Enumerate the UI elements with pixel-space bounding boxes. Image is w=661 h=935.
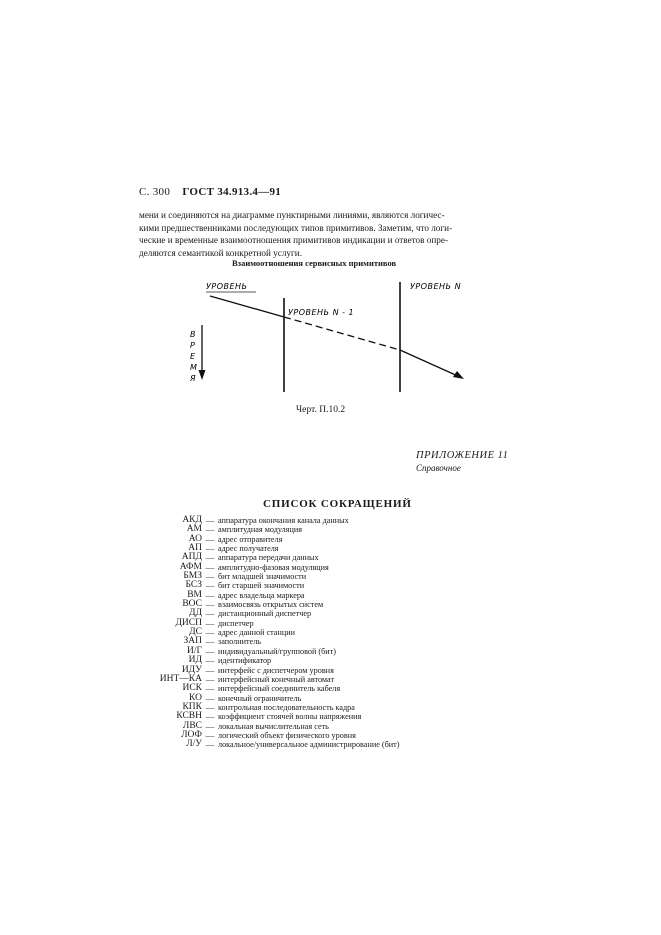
abbreviation: КСВН <box>176 711 202 722</box>
abbreviation-row <box>130 628 399 637</box>
abbreviation-dash: — <box>205 524 215 535</box>
abbreviation-definition: индивидуальный/групповой (бит) <box>218 646 336 656</box>
abbreviation-definition: интерфейсный соединитель кабеля <box>218 684 341 694</box>
abbreviation-definition: взаимосвязь открытых систем <box>218 600 324 610</box>
page-header <box>139 186 281 198</box>
abbreviation-dash: — <box>205 673 215 684</box>
abbreviation-dash: — <box>205 711 215 722</box>
abbreviation-definition: локальная вычислительная сеть <box>218 721 329 731</box>
appendix-title: ПРИЛОЖЕНИЕ 11 <box>416 450 509 461</box>
abbreviation: ИСК <box>182 683 202 694</box>
abbreviation-definition: интерфейсный конечный автомат <box>218 674 335 684</box>
abbreviation-definition: бит младшей значимости <box>218 572 307 582</box>
label-level-n-minus-1: УРОВЕНЬ N - 1 <box>288 308 355 317</box>
abbreviation-row <box>130 647 399 656</box>
abbreviation-row <box>130 544 399 553</box>
abbreviation-definition: адрес владельца маркера <box>218 590 305 600</box>
abbreviation: ИД <box>188 655 202 666</box>
abbreviation-row <box>130 516 399 525</box>
primitive-arrow-solid <box>210 296 284 317</box>
abbreviation-definition: диспетчер <box>218 618 254 628</box>
abbreviation-row <box>130 703 399 712</box>
paragraph-line: мени и соединяются на диаграмме пунктирными линиями, являются логичес- <box>139 210 445 220</box>
abbreviation-row <box>130 712 399 721</box>
abbreviation-row <box>130 740 399 749</box>
arrowhead-icon <box>453 371 464 379</box>
label-level-n: УРОВЕНЬ N <box>410 282 462 291</box>
time-letter: М <box>190 363 198 372</box>
abbreviation-dash: — <box>205 645 215 656</box>
abbreviation-row <box>130 591 399 600</box>
abbreviation-dash: — <box>205 729 215 740</box>
abbreviation-dash: — <box>205 515 215 525</box>
abbreviation-definition: коэффициент стоячей волны напряжения <box>218 712 362 722</box>
abbreviation-dash: — <box>205 683 215 694</box>
abbreviation-definition: локальное/универсальное администрирование (бит) <box>218 740 400 750</box>
abbreviation-dash: — <box>205 720 215 731</box>
abbreviation-row <box>130 637 399 646</box>
abbreviation-dash: — <box>205 589 215 600</box>
abbreviation-definition: амплитудно-фазовая модуляция <box>218 562 329 572</box>
abbreviation: И/Г <box>187 645 202 656</box>
paragraph-line: ческие и временные взаимоотношения примитивов индикации и ответов опре- <box>139 235 449 245</box>
abbreviation-row <box>130 731 399 740</box>
abbreviation: ДИСП <box>175 617 202 628</box>
abbreviation-dash: — <box>205 664 215 675</box>
abbreviation-dash: — <box>205 692 215 703</box>
abbreviation: ДС <box>189 627 202 638</box>
abbreviation-row <box>130 535 399 544</box>
abbreviation-definition: аппаратура окончания канала данных <box>218 516 349 525</box>
abbreviation-row <box>130 694 399 703</box>
paragraph-line: деляются семантикой конкретной услуги. <box>139 247 302 258</box>
abbreviation-row <box>130 553 399 562</box>
abbreviation: АПД <box>181 552 202 563</box>
abbreviation-row <box>130 609 399 618</box>
list-title: СПИСОК СОКРАЩЕНИЙ <box>263 498 412 510</box>
abbreviation-definition: амплитудная модуляция <box>218 525 303 535</box>
abbreviation-definition: конечный ограничитель <box>218 693 302 703</box>
abbreviation-dash: — <box>205 655 215 666</box>
abbreviation-row <box>130 572 399 581</box>
abbreviation: АМ <box>186 524 202 535</box>
abbreviation-row <box>130 563 399 572</box>
abbreviation-dash: — <box>205 543 215 554</box>
abbreviation-dash: — <box>205 552 215 563</box>
abbreviation-row <box>130 656 399 665</box>
abbreviation: АФМ <box>179 561 202 572</box>
abbreviation-dash: — <box>205 617 215 628</box>
body-paragraph <box>139 209 511 259</box>
abbreviation: ИНТ—КА <box>159 673 202 684</box>
figure-caption: Черт. П.10.2 <box>296 405 346 415</box>
abbreviation-dash: — <box>205 608 215 619</box>
abbreviation-dash: — <box>205 571 215 582</box>
abbreviation: КПК <box>182 701 202 712</box>
abbreviation: ЛОФ <box>181 729 202 740</box>
abbreviation: БМЗ <box>183 571 202 582</box>
abbreviation-definition: заполнитель <box>218 637 262 647</box>
primitive-arrow-end <box>400 350 460 377</box>
page-number: С. 300 <box>139 186 171 198</box>
abbreviation: ЛВС <box>182 720 202 731</box>
abbreviation: ИДУ <box>181 664 202 675</box>
abbreviation-definition: аппаратура передачи данных <box>218 553 319 563</box>
abbreviation: ВМ <box>187 589 202 600</box>
primitive-arrow-dashed <box>284 317 400 350</box>
time-letter: Р <box>190 341 196 350</box>
abbreviation-definition: дистанционный диспетчер <box>218 609 312 619</box>
time-letter: В <box>190 330 196 339</box>
appendix-subtitle: Справочное <box>416 463 461 473</box>
abbreviation-row <box>130 722 399 731</box>
abbreviation-dash: — <box>205 701 215 712</box>
diagram-title: Взаимоотношения сервисных примитивов <box>232 258 397 268</box>
abbreviation: КО <box>189 692 202 703</box>
abbreviation-row <box>130 600 399 609</box>
abbreviation: ЗАП <box>183 636 202 647</box>
abbreviation-dash: — <box>205 533 215 544</box>
abbreviation: Л/У <box>186 739 202 750</box>
abbreviation-definition: идентификатор <box>218 656 272 666</box>
abbreviation-definition: контрольная последовательность кадра <box>218 702 355 712</box>
abbreviation: ВОС <box>182 599 202 610</box>
abbreviation-list <box>130 516 399 750</box>
abbreviation: БСЗ <box>185 580 202 591</box>
abbreviation-definition: интерфейс с диспетчером уровня <box>218 665 334 675</box>
abbreviation-row <box>130 684 399 693</box>
abbreviation: ДД <box>189 608 202 619</box>
abbreviation-dash: — <box>205 739 215 750</box>
primitives-diagram <box>160 270 480 395</box>
time-arrow-icon <box>199 370 206 380</box>
standard-id: ГОСТ 34.913.4—91 <box>182 186 282 198</box>
abbreviation-row <box>130 619 399 628</box>
abbreviation: АКД <box>182 515 202 525</box>
abbreviation-definition: адрес данной станции <box>218 628 295 638</box>
abbreviation-definition: логический объект физического уровня <box>218 730 356 740</box>
abbreviation-definition: адрес получателя <box>218 544 279 554</box>
abbreviation-dash: — <box>205 636 215 647</box>
abbreviation-dash: — <box>205 561 215 572</box>
abbreviation-definition: адрес отправителя <box>218 534 283 544</box>
paragraph-line: кими предшественниками последующих типов примитивов. Заметим, что логи- <box>139 222 453 233</box>
abbreviation-row <box>130 675 399 684</box>
abbreviation: АП <box>188 543 202 554</box>
time-letter: Я <box>190 374 197 383</box>
abbreviation: АО <box>188 533 202 544</box>
time-letter: Е <box>190 352 196 361</box>
label-level: УРОВЕНЬ <box>206 282 248 291</box>
abbreviation-dash: — <box>205 627 215 638</box>
abbreviation-dash: — <box>205 580 215 591</box>
abbreviation-row <box>130 581 399 590</box>
abbreviation-row <box>130 525 399 534</box>
abbreviation-dash: — <box>205 599 215 610</box>
abbreviation-definition: бит старшей значимости <box>218 581 305 591</box>
